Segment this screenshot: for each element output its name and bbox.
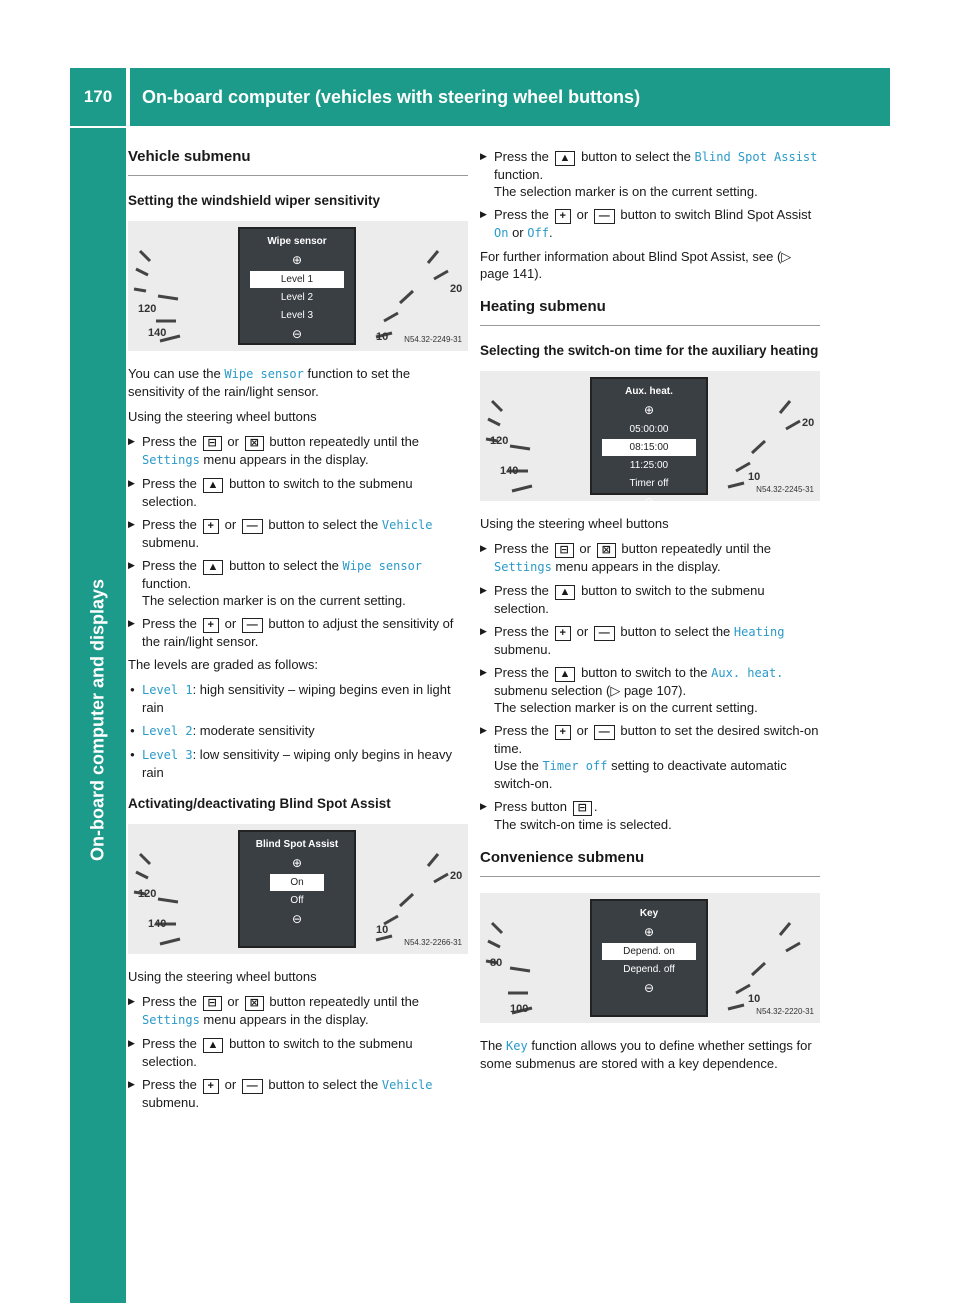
display-item: Level 3 (280, 310, 314, 321)
subsection-title: Setting the windshield wiper sensitivity (128, 193, 381, 208)
gauge-label: 120 (490, 435, 509, 447)
display-item: Timer off (629, 478, 669, 489)
step: ▶ Press the ▲ button to switch to the submenu selection. (480, 582, 820, 617)
step: ▶ Press the ▲ button to select the Wipe sensor function. The selection marker is on the current setting. (128, 557, 468, 609)
step: ▶ Press the + or — button to select the Heating submenu. (480, 623, 820, 658)
menu-button-icon: ⊠ (597, 543, 616, 558)
gauge-label: 10 (748, 471, 761, 483)
list-item: ● Level 3: low sensitivity – wiping only begins in heavy rain (128, 746, 468, 781)
section-heading: Convenience submenu (480, 849, 820, 877)
minus-icon: ⊖ (643, 495, 655, 509)
step: ▶ Press the + or — button to adjust the sensitivity of the rain/light sensor. (128, 615, 468, 650)
step: ▶ Press the ⊟ or ⊠ button repeatedly until the Settings menu appears in the display. (128, 993, 468, 1029)
display-item: 11:25:00 (629, 460, 669, 471)
gauge-label: 140 (500, 465, 519, 477)
section-heading: Vehicle submenu (128, 148, 468, 176)
gauge-label: 10 (376, 331, 389, 343)
step: ▶ Press the ▲ button to select the Blind Spot Assist function. The selection marker is on the current setting. (480, 148, 820, 200)
display-item: Depend. on (602, 943, 696, 960)
menu-button-icon: ⊟ (555, 543, 574, 558)
minus-icon: ⊖ (291, 912, 303, 926)
display-item: Depend. off (623, 964, 675, 975)
page-title: On-board computer (vehicles with steering wheel buttons) (130, 68, 890, 126)
cluster-image-key (480, 893, 820, 1023)
step: ▶ Press the + or — button to set the desired switch-on time. Use the Timer off setting to deactivate automatic switch-on. (480, 722, 820, 792)
plus-icon: ⊕ (643, 925, 655, 939)
side-tab-label: On-board computer and displays (87, 578, 108, 862)
minus-button-icon: — (242, 519, 263, 534)
gauge-label: 20 (802, 417, 815, 429)
display-item: 08:15:00 (602, 439, 696, 456)
paragraph: The levels are graded as follows: (128, 657, 319, 672)
step: ▶ Press the + or — button to select the Vehicle submenu. (128, 1076, 468, 1111)
image-ref: N54.32-2220-31 (756, 1007, 814, 1016)
menu-button-icon: ⊠ (245, 436, 264, 451)
paragraph: For further information about Blind Spot Assist, see (▷ page 141). (480, 249, 792, 281)
paragraph: Using the steering wheel buttons (480, 516, 669, 531)
subsection-title: Activating/deactivating Blind Spot Assist (128, 796, 391, 811)
plus-button-icon: + (203, 519, 219, 534)
plus-button-icon: + (555, 725, 571, 740)
step: ▶ Press the ▲ button to switch to the Aux. heat. submenu selection (▷ page 107). The selection marker is on the current setting. (480, 664, 820, 716)
display-item: Off (290, 895, 304, 906)
image-ref: N54.32-2266-31 (404, 938, 462, 947)
up-button-icon: ▲ (555, 151, 576, 166)
right-column (480, 148, 820, 1080)
cluster-image-wipe (128, 221, 468, 351)
display-item: Level 1 (250, 271, 344, 288)
display-panel (238, 830, 356, 948)
left-column (128, 148, 468, 1117)
gauge-label: 100 (510, 1003, 529, 1015)
gauge-label: 120 (138, 303, 157, 315)
menu-button-icon: ⊟ (573, 801, 592, 816)
minus-button-icon: — (594, 725, 615, 740)
menu-button-icon: ⊠ (245, 996, 264, 1011)
page-number: 170 (70, 68, 126, 126)
plus-icon: ⊕ (643, 403, 655, 417)
display-panel (238, 227, 356, 345)
plus-icon: ⊕ (291, 253, 303, 267)
paragraph: Using the steering wheel buttons (128, 969, 317, 984)
menu-button-icon: ⊟ (203, 996, 222, 1011)
up-button-icon: ▲ (203, 478, 224, 493)
up-button-icon: ▲ (555, 667, 576, 682)
minus-button-icon: — (594, 626, 615, 641)
up-button-icon: ▲ (203, 1038, 224, 1053)
plus-button-icon: + (555, 626, 571, 641)
paragraph: The Key function allows you to define whether settings for some submenus are stored with a key dependence. (480, 1038, 812, 1071)
gauge-label: 140 (148, 918, 167, 930)
step: ▶ Press button ⊟ . The switch-on time is selected. (480, 798, 820, 833)
gauge-label: 20 (450, 870, 463, 882)
gauge-label: 10 (748, 993, 761, 1005)
paragraph: Using the steering wheel buttons (128, 409, 317, 424)
plus-button-icon: + (203, 1079, 219, 1094)
plus-button-icon: + (555, 209, 571, 224)
menu-button-icon: ⊟ (203, 436, 222, 451)
display-panel (590, 899, 708, 1017)
minus-button-icon: — (242, 1079, 263, 1094)
display-item: 05:00:00 (629, 424, 669, 435)
display-item: On (270, 874, 324, 891)
display-panel (590, 377, 708, 509)
step: ▶ Press the ▲ button to switch to the submenu selection. (128, 1035, 468, 1070)
step: ▶ Press the ⊟ or ⊠ button repeatedly until the Settings menu appears in the display. (480, 540, 820, 576)
step: ▶ Press the ▲ button to switch to the submenu selection. (128, 475, 468, 510)
image-ref: N54.32-2245-31 (756, 485, 814, 494)
subsection-title: Selecting the switch-on time for the auxiliary heating (480, 343, 819, 358)
step: ▶ Press the + or — button to select the Vehicle submenu. (128, 516, 468, 551)
list-item: ● Level 2: moderate sensitivity (128, 722, 468, 740)
gauge-label: 120 (138, 888, 157, 900)
minus-icon: ⊖ (291, 327, 303, 341)
display-title: Blind Spot Assist (255, 839, 339, 850)
gauge-label: 20 (450, 283, 463, 295)
gauge-label: 10 (376, 924, 389, 936)
gauge-label: 140 (148, 327, 167, 339)
display-item: Level 2 (280, 292, 314, 303)
display-title: Wipe sensor (267, 236, 327, 247)
display-title: Aux. heat. (625, 386, 673, 397)
section-heading: Heating submenu (480, 298, 820, 326)
step: ▶ Press the + or — button to switch Blind Spot Assist On or Off. (480, 206, 820, 242)
image-ref: N54.32-2249-31 (404, 335, 462, 344)
display-title: Key (639, 908, 659, 919)
up-button-icon: ▲ (555, 585, 576, 600)
gauge-label: 80 (490, 957, 503, 969)
up-button-icon: ▲ (203, 560, 224, 575)
minus-icon: ⊖ (643, 981, 655, 995)
cluster-image-bsa (128, 824, 468, 954)
paragraph: You can use the Wipe sensor function to set the sensitivity of the rain/light sensor. (128, 366, 411, 399)
step: ▶ Press the ⊟ or ⊠ button repeatedly until the Settings menu appears in the display. (128, 433, 468, 469)
minus-button-icon: — (242, 618, 263, 633)
cluster-image-aux (480, 371, 820, 509)
plus-button-icon: + (203, 618, 219, 633)
minus-button-icon: — (594, 209, 615, 224)
plus-icon: ⊕ (291, 856, 303, 870)
list-item: ● Level 1: high sensitivity – wiping begins even in light rain (128, 681, 468, 716)
